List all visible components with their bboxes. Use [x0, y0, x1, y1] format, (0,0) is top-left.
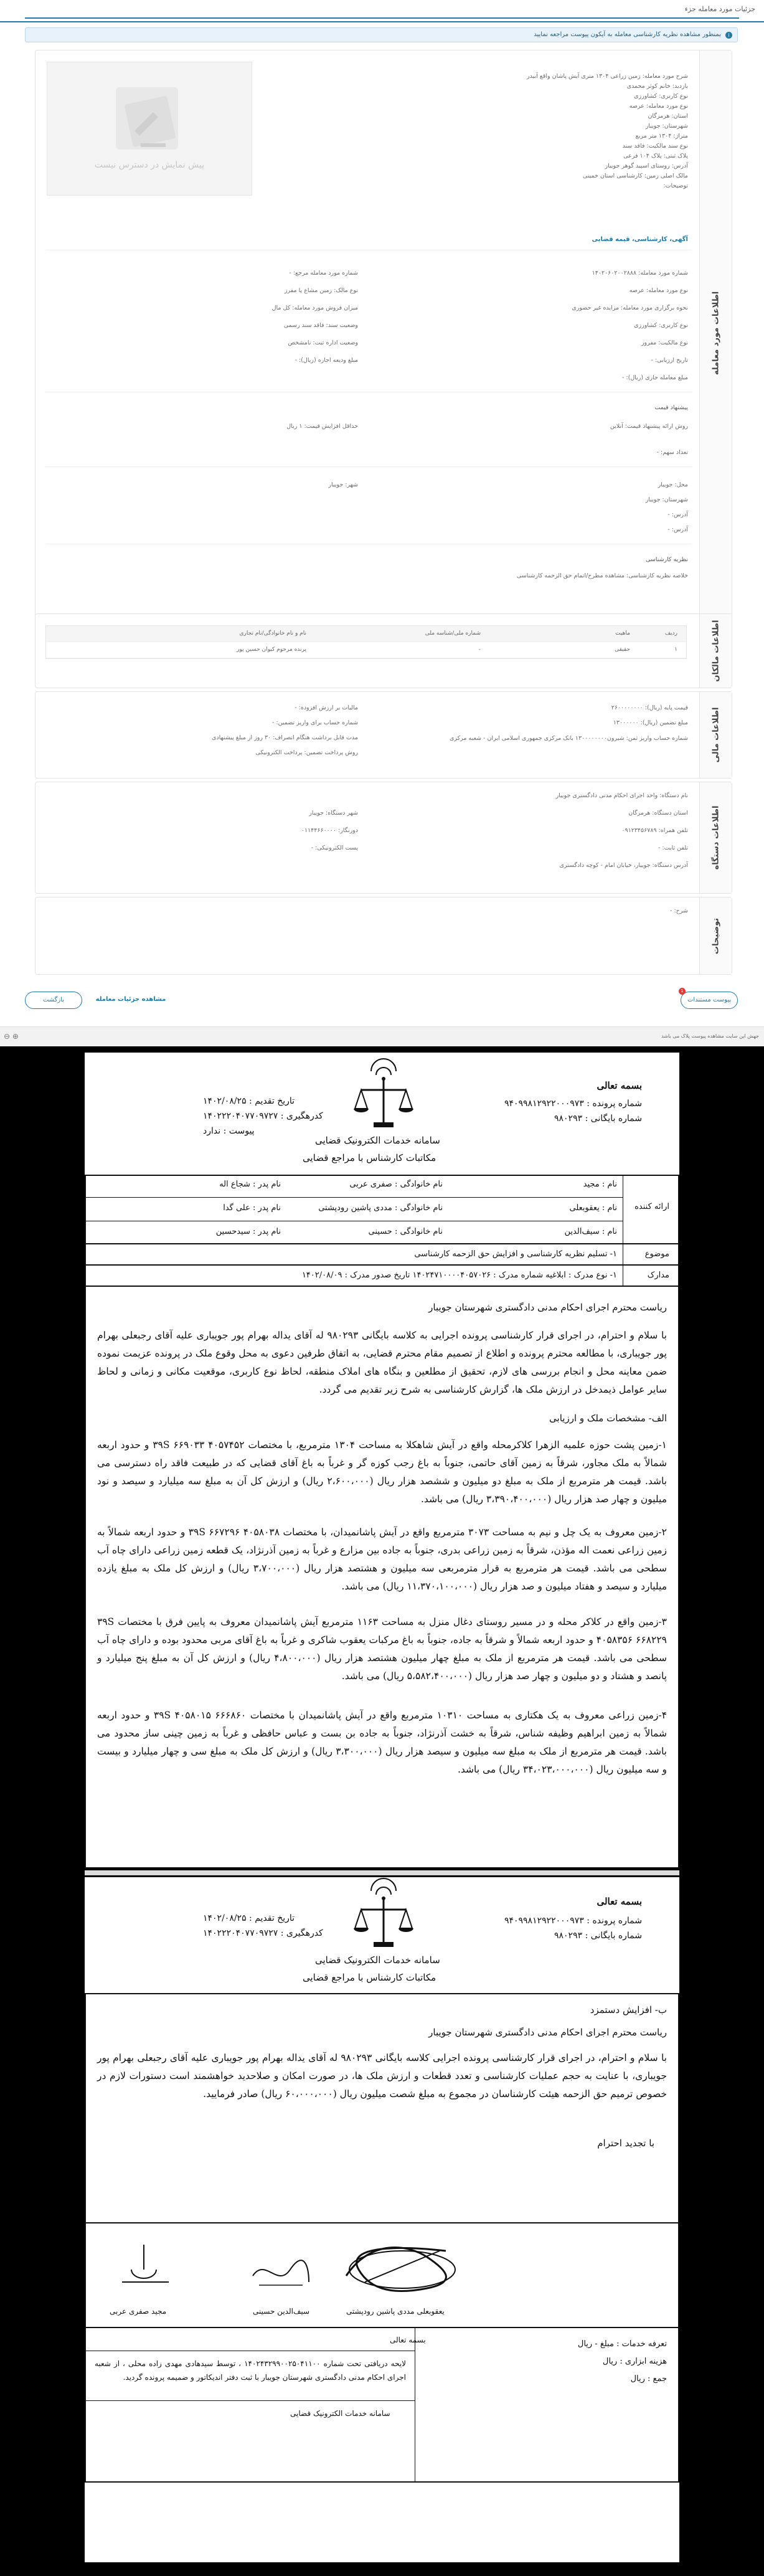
- signer-2: سیف‌الدین حسینی: [253, 2307, 310, 2316]
- price-field: حداقل افزایش قیمت: ۱ ریال: [286, 423, 358, 430]
- footer-basmala: بسمه تعالی: [390, 2336, 426, 2344]
- page-title: جزئیات مورد معامله جزء: [684, 5, 755, 13]
- signature-3-icon: [110, 2238, 178, 2294]
- subject-label: موضوع: [644, 1249, 669, 1259]
- footer-text: لایحه دریافتی تحت شماره ۱۴۰۲۴۳۲۹۹۰۰۲۵۰۴۱۱۰۰ ، توسط سیدهادی مهدی زاده محلی ، از شعبه اجرای احکام مدنی دادگستری شهرستان جویبار با ثبت دفتر اندیکاتور و ضمیمه پرونده گردید.: [95, 2359, 407, 2382]
- property-item-2: ۲-زمین معروف به یک چل و نیم به مساحت ۳۰۷۳ مترمربع واقع در آیش پاشانمیدان، با مختصات ۳۹S ۶۶۷۲۹۶ ۴۰۵۸۰۳۸ و حدود اربعه شمالاً به زمین زراعی نعمت اله مؤذن، شرقاً به زمین زراعی بدری، جنوباً به جاده بین مزارع و غرباً به زمین آذرنژاد، یک قطعه زمین زراعی دارای چاه آب سطحی می باشد. قیمت هر مترمربع به قرار مترمربعی سه میلیون و هشتصد هزار ریال (۳،۷۰۰،۰۰۰ ریال) و ارزش کل ملک به مبلغ یازده میلیارد و سیصد و هفتاد میلیون و صد هزار ریال (۱۱،۳۷۰،۱۰۰،۰۰۰ ریال) می باشد.: [97, 1527, 667, 1592]
- deal-desc-line: نوع مورد معامله: عرصه: [629, 103, 688, 110]
- attachment-count-badge: 1: [679, 988, 686, 995]
- back-button[interactable]: بازگشت: [25, 992, 82, 1009]
- section-be: ب- افزایش دستمزد: [590, 2004, 667, 2015]
- finance-field: قیمت پایه (ریال): ۲۶۰۰۰۰۰۰۰۰: [611, 704, 688, 711]
- deal-desc-line: پلاک ثبتی: پلاک ۱۰۴ فرعی: [623, 153, 688, 159]
- deal-desc-line: نوع سند مالکیت: فاقد سند: [622, 143, 688, 149]
- doc-org-title: سامانه خدمات الکترونیک قضایی: [315, 1954, 440, 1966]
- col-national-id: شماره ملی/شناسه ملی: [425, 630, 481, 637]
- device-section: [35, 782, 732, 894]
- viewer-toolbar: [0, 1026, 764, 1046]
- doc-tracking: کدرهگیری : ۱۴۰۲۲۲۰۴۰۷۷۰۹۷۲۷: [203, 1928, 323, 1938]
- table-header-row: [46, 626, 686, 642]
- letter-intro: با سلام و احترام، در اجرای قرار کارشناسی پرونده اجرایی به کلاسه بایگانی ۹۸۰۲۹۳ له آقای یداله بهرام پور جویباری علیه آقای رجبعلی بهرام پور جویباری، با مطالعه محترم پرونده و اطلاع از تصمیم مقام محترم قضایی، به اتفاق طرفین دعوی به محل وقوع ملک در پرونده عزیمت نموده ضمن معاینه محل و انجام بررسی های لازم، تحقیق از مطلعین و بنگاه های املاک منطقه، لحاظ نوع کاربری، موقعیت مکانی و زمانی و لحاظ سایر عوامل ذیمدخل در ارزش ملک ها، گزارش کارشناسی به شرح زیر تقدیم می گردد.: [97, 1330, 667, 1395]
- action-bar: [25, 984, 738, 1015]
- letter-recipient: ریاست محترم اجرای احکام مدنی دادگستری شهرستان جویبار: [428, 1302, 667, 1313]
- shares-field: تعداد سهم: -: [656, 449, 688, 456]
- fee-line: هزینه ابزاری : ریال: [602, 2357, 667, 2366]
- device-section-title: اطلاعات دستگاه: [699, 782, 732, 893]
- expert-notice-link[interactable]: آگهی، کارشناسی، قیمه قضایی: [592, 236, 688, 243]
- deal-desc-line: توضیحات:: [663, 182, 688, 189]
- docs-text: ۱- نوع مدرک : ابلاغیه شماره مدرک : ۱۴۰۲۴۷۱۰۰۰۰۴۰۵۷۰۲۶ تاریخ صدور مدرک : ۱۴۰۲/۰۸/۰۹: [301, 1271, 617, 1280]
- grid-field: وضعیت سند: فاقد سند رسمی: [283, 322, 358, 329]
- justice-scale-logo-icon: [352, 1058, 415, 1132]
- deal-desc-line: شرح مورد معامله: زمین زراعی ۱۳۰۴ متری آیش پاشان واقع آبیدر: [527, 73, 688, 80]
- expert-summary: خلاصه نظریه کارشناسی: مشاهده مطرح/اتمام حق الزحمه کارشناسی: [516, 572, 688, 579]
- device-field: استان دستگاه: هرمزگان: [628, 810, 688, 817]
- doc-org-subtitle: مکاتبات کارشناس با مراجع قضایی: [303, 1972, 436, 1983]
- doc-archive-number: شماره بایگانی : ۹۸۰۲۹۳: [554, 1931, 642, 1941]
- deal-section-title: اطلاعات مورد معامله: [699, 50, 732, 616]
- grid-field: مبلغ ودیعه اجاره (ریال): -: [295, 357, 358, 364]
- price-field: روش ارائه پیشنهاد قیمت: آنلاین: [610, 423, 688, 430]
- deal-desc-line: شهرستان: جویبار: [645, 123, 688, 130]
- provider-father: نام پدر : شجاع اله: [219, 1180, 281, 1189]
- doc-tracking: کدرهگیری : ۱۴۰۲۲۲۰۴۰۷۷۰۹۷۲۷: [203, 1111, 323, 1121]
- location-field: شهرستان: جویبار: [645, 496, 688, 503]
- device-field: تلفن همراه: ۰۹۱۲۳۴۵۶۷۸۹: [621, 827, 688, 834]
- signature-1-icon: [334, 2232, 465, 2301]
- location-field: آدرس: -: [667, 526, 688, 533]
- image-placeholder: [47, 62, 252, 196]
- property-item-3: ۳-زمین واقع در کلاکر محله و در مسیر روستای دغال منزل به مساحت ۱۱۶۳ مترمربع آیش پاشانمیدان معروف به پایین فرق با مختصات ۳۹S ۴۰۵۸۳۵۶ ۶۶۸۲۲۹ و حدود اربعه شمالاً و شرقاً به جاده، جنوباً به باغ مرکبات یعقوب شاکری و غرباً به باغ آقای مربی محدود بوده و دارای چاه آب سطحی می باشد. قیمت هر مترمربع از ملک به مبلغ چهار میلیون هشتصد هزار ریال (۴،۸۰۰،۰۰۰ ریال) و ارزش کل آن به مبلغ پنج میلیارد و پانصد و هشتاد و دو میلیون و چهار صد هزار ریال (۵،۵۸۲،۴۰۰،۰۰۰ ریال) می باشد.: [97, 1616, 667, 1682]
- deal-desc-line: نوع کاربری: کشاورزی: [634, 93, 688, 100]
- location-field: آدرس: -: [667, 511, 688, 518]
- location-field: شهر: جویبار: [328, 481, 358, 488]
- attachment-notice: [25, 27, 738, 42]
- table-row: ۱ حقیقی - پرنده مرحوم کیوان حسین پور: [46, 642, 686, 658]
- signature-2-icon: [247, 2245, 315, 2294]
- grid-field: مبلغ معامله جاری (ریال): -: [622, 374, 688, 381]
- doc-file-number: شماره پرونده : ۹۴۰۹۹۸۱۲۹۲۲۰۰۰۹۷۳: [504, 1099, 642, 1109]
- top-bar: [0, 0, 764, 22]
- document-page-1: [85, 1053, 679, 1868]
- provider-label: ارائه کننده: [634, 1202, 669, 1211]
- property-item-4: ۴-زمین زراعی معروف به یک هکتاری به مساحت ۱۰۳۱۰ مترمربع واقع در آیش پاشانمیدان با مختصات ۳۹S ۴۰۵۸۰۱۵ ۶۶۶۸۶۰ و حدود اربعه شمالاً به زمین ابراهیم وظیفه شناس، شرقاً به خشت آذرنژاد، جنوباً به جاده بن بست و عباس حافظی و غرباً به زمین چینی ساز محدود می باشد. قیمت هر مترمربع از ملک به مبلغ سه میلیون و سیصد هزار ریال (۳،۳۰۰،۰۰۰ ریال) و ارزش کل ملک به مبلغ سی و چهار میلیارد و بیست و سه میلیون ریال (۳۴،۰۲۳،۰۰۰،۰۰۰ ریال) می باشد.: [97, 1710, 667, 1775]
- grid-field: نحوه برگزاری مورد معامله: مزایده غیر حضوری: [572, 305, 688, 311]
- doc-archive-number: شماره بایگانی : ۹۸۰۲۹۳: [554, 1114, 642, 1124]
- finance-section: [35, 691, 732, 779]
- price-heading: پیشنهاد قیمت: [654, 404, 688, 411]
- grid-field: نوع مالکیت: مفروز: [641, 339, 688, 346]
- location-field: محل: جویبار: [658, 481, 688, 488]
- title-underline: [25, 17, 739, 19]
- provider-father: نام پدر : سید‌حسین: [215, 1227, 281, 1236]
- attachments-button[interactable]: پیوست مستندات: [681, 992, 738, 1009]
- doc-basmala: بسمه تعالی: [597, 1080, 642, 1091]
- notes-section-title: توضیحات: [699, 897, 732, 974]
- deal-desc-line: متراژ: ۱۳۰۴ متر مربع: [635, 133, 688, 140]
- doc-org-subtitle: مکاتبات کارشناس با مراجع قضایی: [303, 1152, 436, 1163]
- provider-family: نام خانوادگی : حسینی: [368, 1227, 443, 1236]
- fee-recipient: ریاست محترم اجرای احکام مدنی دادگستری شهرستان جویبار: [428, 2027, 667, 2038]
- deal-section: [35, 50, 732, 617]
- col-row: ردیف: [664, 630, 677, 637]
- deal-desc-line: مالک اصلی زمین: کارشناسی استان خمینی: [582, 173, 688, 179]
- doc-org-title: سامانه خدمات الکترونیک قضایی: [315, 1135, 440, 1146]
- provider-family: نام خانوادگی : صفری عربی: [349, 1180, 443, 1189]
- signer-1: یعقوبعلی مددی پاشین رودپشتی: [346, 2307, 445, 2316]
- notes-text: شرح: -: [670, 907, 688, 914]
- doc-attach: پیوست : ندارد: [203, 1126, 255, 1136]
- provider-name: نام : یعقوبعلی: [569, 1203, 617, 1213]
- property-item-1: ۱-زمین پشت حوزه علمیه الزهرا کلاکرمحله واقع در آیش شاهکلا به مساحت ۱۳۰۴ مترمربع، با مختصات ۳۹S ۶۶۹۰۳۳ ۴۰۵۷۴۵۲ و حدود اربعه شمالاً به ملک مجاور، شرقاً به زمین آقای حاتمی، جنوباً به باغ رجب کوزه گر و غرباً به باغ آقای قضایی که در طبیعت فاقد راه دسترسی می باشد. قیمت هر مترمربع از ملک به مبلغ دو میلیون و ششصد هزار ریال (۲،۶۰۰،۰۰۰ ریال) و ارزش کل آن به مبلغ سه میلیارد و سیصد و نود میلیون و چهار صد هزار ریال (۳،۳۹۰،۴۰۰،۰۰۰ ریال) می باشد.: [97, 1439, 667, 1505]
- grid-field: تاریخ ارزیابی: -: [651, 357, 688, 364]
- gavel-icon: [47, 62, 253, 196]
- owners-section-title: اطلاعات مالکان: [699, 614, 732, 688]
- grid-field: شماره مورد معامله مرجع: -: [289, 270, 358, 277]
- grid-field: نوع کاربری: کشاورزی: [634, 322, 688, 329]
- device-field: تلفن ثابت: -: [658, 845, 688, 851]
- document-page-2: [85, 1877, 679, 2562]
- footer-org: سامانه خدمات الکترونیک قضایی: [290, 2409, 390, 2418]
- finance-field: شماره حساب برای واریز تضمین: -: [272, 719, 358, 726]
- doc-date: تاریخ تقدیم : ۱۴۰۲/۰۸/۲۵: [203, 1913, 295, 1923]
- signer-3: مجید صفری عربی: [110, 2307, 167, 2316]
- divider: [45, 466, 692, 467]
- col-nature: ماهیت: [615, 630, 630, 637]
- finance-field: مدت قابل برداشت هنگام انصراف: ۳۰ روز از مبلغ پیشنهادی: [211, 734, 358, 741]
- finance-field: روش پرداخت تضمین: پرداخت الکترونیکی: [255, 749, 358, 756]
- section-alef: الف- مشخصات ملک و ارزیابی: [549, 1413, 667, 1424]
- doc-file-number: شماره پرونده : ۹۴۰۹۹۸۱۲۹۲۲۰۰۰۹۷۳: [504, 1916, 642, 1926]
- placeholder-label: پیش نمایش در دسترس نیست: [94, 160, 205, 170]
- regards: با تجدید احترام: [597, 2138, 654, 2149]
- justice-scale-logo-icon: [352, 1877, 415, 1952]
- viewer-bar-text: جهش این سایت مشاهده پیوست پلاک می باشد: [661, 1033, 759, 1039]
- grid-field: شماره مورد معامله: ۱۴۰۲۰۶۰۲۰۰۲۸۸۸: [592, 270, 688, 277]
- info-icon: i: [725, 32, 732, 39]
- notes-section: [35, 897, 732, 975]
- device-field: پست الکترونیکی: -: [311, 845, 358, 851]
- deal-desc-line: بازدید: خانم کوثر محمدی: [626, 83, 688, 90]
- viewer-tools-icon[interactable]: ⊖ ⊕: [4, 1032, 19, 1041]
- col-name: نام و نام خانوادگی/نام تجاری: [239, 630, 306, 637]
- device-field: دورنگار: ۰۱۱۴۴۶۶۰۰۰۰: [301, 827, 358, 834]
- grid-field: نوع مالک: زمین مشاع یا مفرز: [284, 287, 358, 294]
- finance-section-title: اطلاعات مالی: [699, 692, 732, 778]
- device-field: آدرس دستگاه: جویبار، خیابان امام - کوچه دادگستری: [559, 862, 688, 869]
- finance-field: مالیات بر ارزش افزوده: -: [295, 704, 358, 711]
- device-field: شهر دستگاه: جویبار: [309, 810, 358, 817]
- fee-request-text: با سلام و احترام، در اجرای قرار کارشناسی پرونده اجرایی کلاسه بایگانی ۹۸۰۲۹۳ له آقای یداله بهرام پور جویباری علیه آقای رجبعلی بهرام پور جویباری، با عنایت به حجم عملیات کارشناسی و تعدد قطعات و ارزش ملک ها، در صورت امکان و صلاحدید خواهشمند است دستورات لازم در خصوص ترمیم حق الزحمه هیئت کارشناسان در مجموع به مبلغ شصت میلیون ریال (۶۰،۰۰۰،۰۰۰ ریال) صادر فرمایید.: [97, 2052, 667, 2100]
- doc-date: تاریخ تقدیم : ۱۴۰۲/۰۸/۲۵: [203, 1096, 295, 1106]
- finance-field: مبلغ تضمین (ریال): ۱۳۰۰۰۰۰۰: [613, 719, 688, 726]
- provider-name: نام : مجید: [583, 1180, 617, 1189]
- grid-field: میزان فروش مورد معامله: کل مال: [271, 305, 358, 311]
- grid-field: نوع مورد معامله: عرصه: [629, 287, 688, 294]
- divider: [85, 2400, 415, 2401]
- divider: [85, 1197, 623, 1198]
- expert-heading: نظریه کارشناسی: [645, 556, 688, 563]
- provider-father: نام پدر : علی گدا: [223, 1203, 281, 1213]
- page-separator: [85, 1870, 679, 1875]
- subject-text: ۱- تسلیم نظریه کارشناسی و افزایش حق الزحمه کارشناسی: [414, 1249, 617, 1259]
- provider-family: نام خانوادگی : مددی پاشین رودپشتی: [318, 1203, 443, 1213]
- view-deal-details-link[interactable]: مشاهده جزئیات معامله: [95, 996, 166, 1003]
- owners-table: [45, 625, 687, 659]
- notice-text: بمنظور مشاهده نظریه کارشناسی معامله به آیکون پیوست مراجعه نمایید: [534, 31, 721, 38]
- device-field: نام دستگاه: واحد اجرای احکام مدنی دادگستری جویبار: [555, 792, 688, 799]
- fee-line: تعرفه خدمات : مبلغ - ریال: [577, 2339, 667, 2349]
- deal-desc-line: استان: هرمزگان: [648, 113, 688, 120]
- deal-desc-line: آدرس: روستای اسپید گوهر جویبار: [605, 163, 688, 169]
- finance-field: شماره حساب واریز ثمن: شیرون۱۳۰۰۰۰۰۰۰۰ بانک مرکزی جمهوری اسلامی ایران - شعبه مرکزی: [449, 735, 688, 742]
- owners-section: [35, 613, 732, 688]
- grid-field: وضعیت اداره ثبت: نامشخص: [288, 339, 358, 346]
- fee-line: جمع : ریال: [630, 2374, 667, 2384]
- docs-label: مدارک: [647, 1271, 669, 1280]
- provider-name: نام : سیف‌الدین: [564, 1227, 617, 1236]
- doc-basmala: بسمه تعالی: [597, 1896, 642, 1907]
